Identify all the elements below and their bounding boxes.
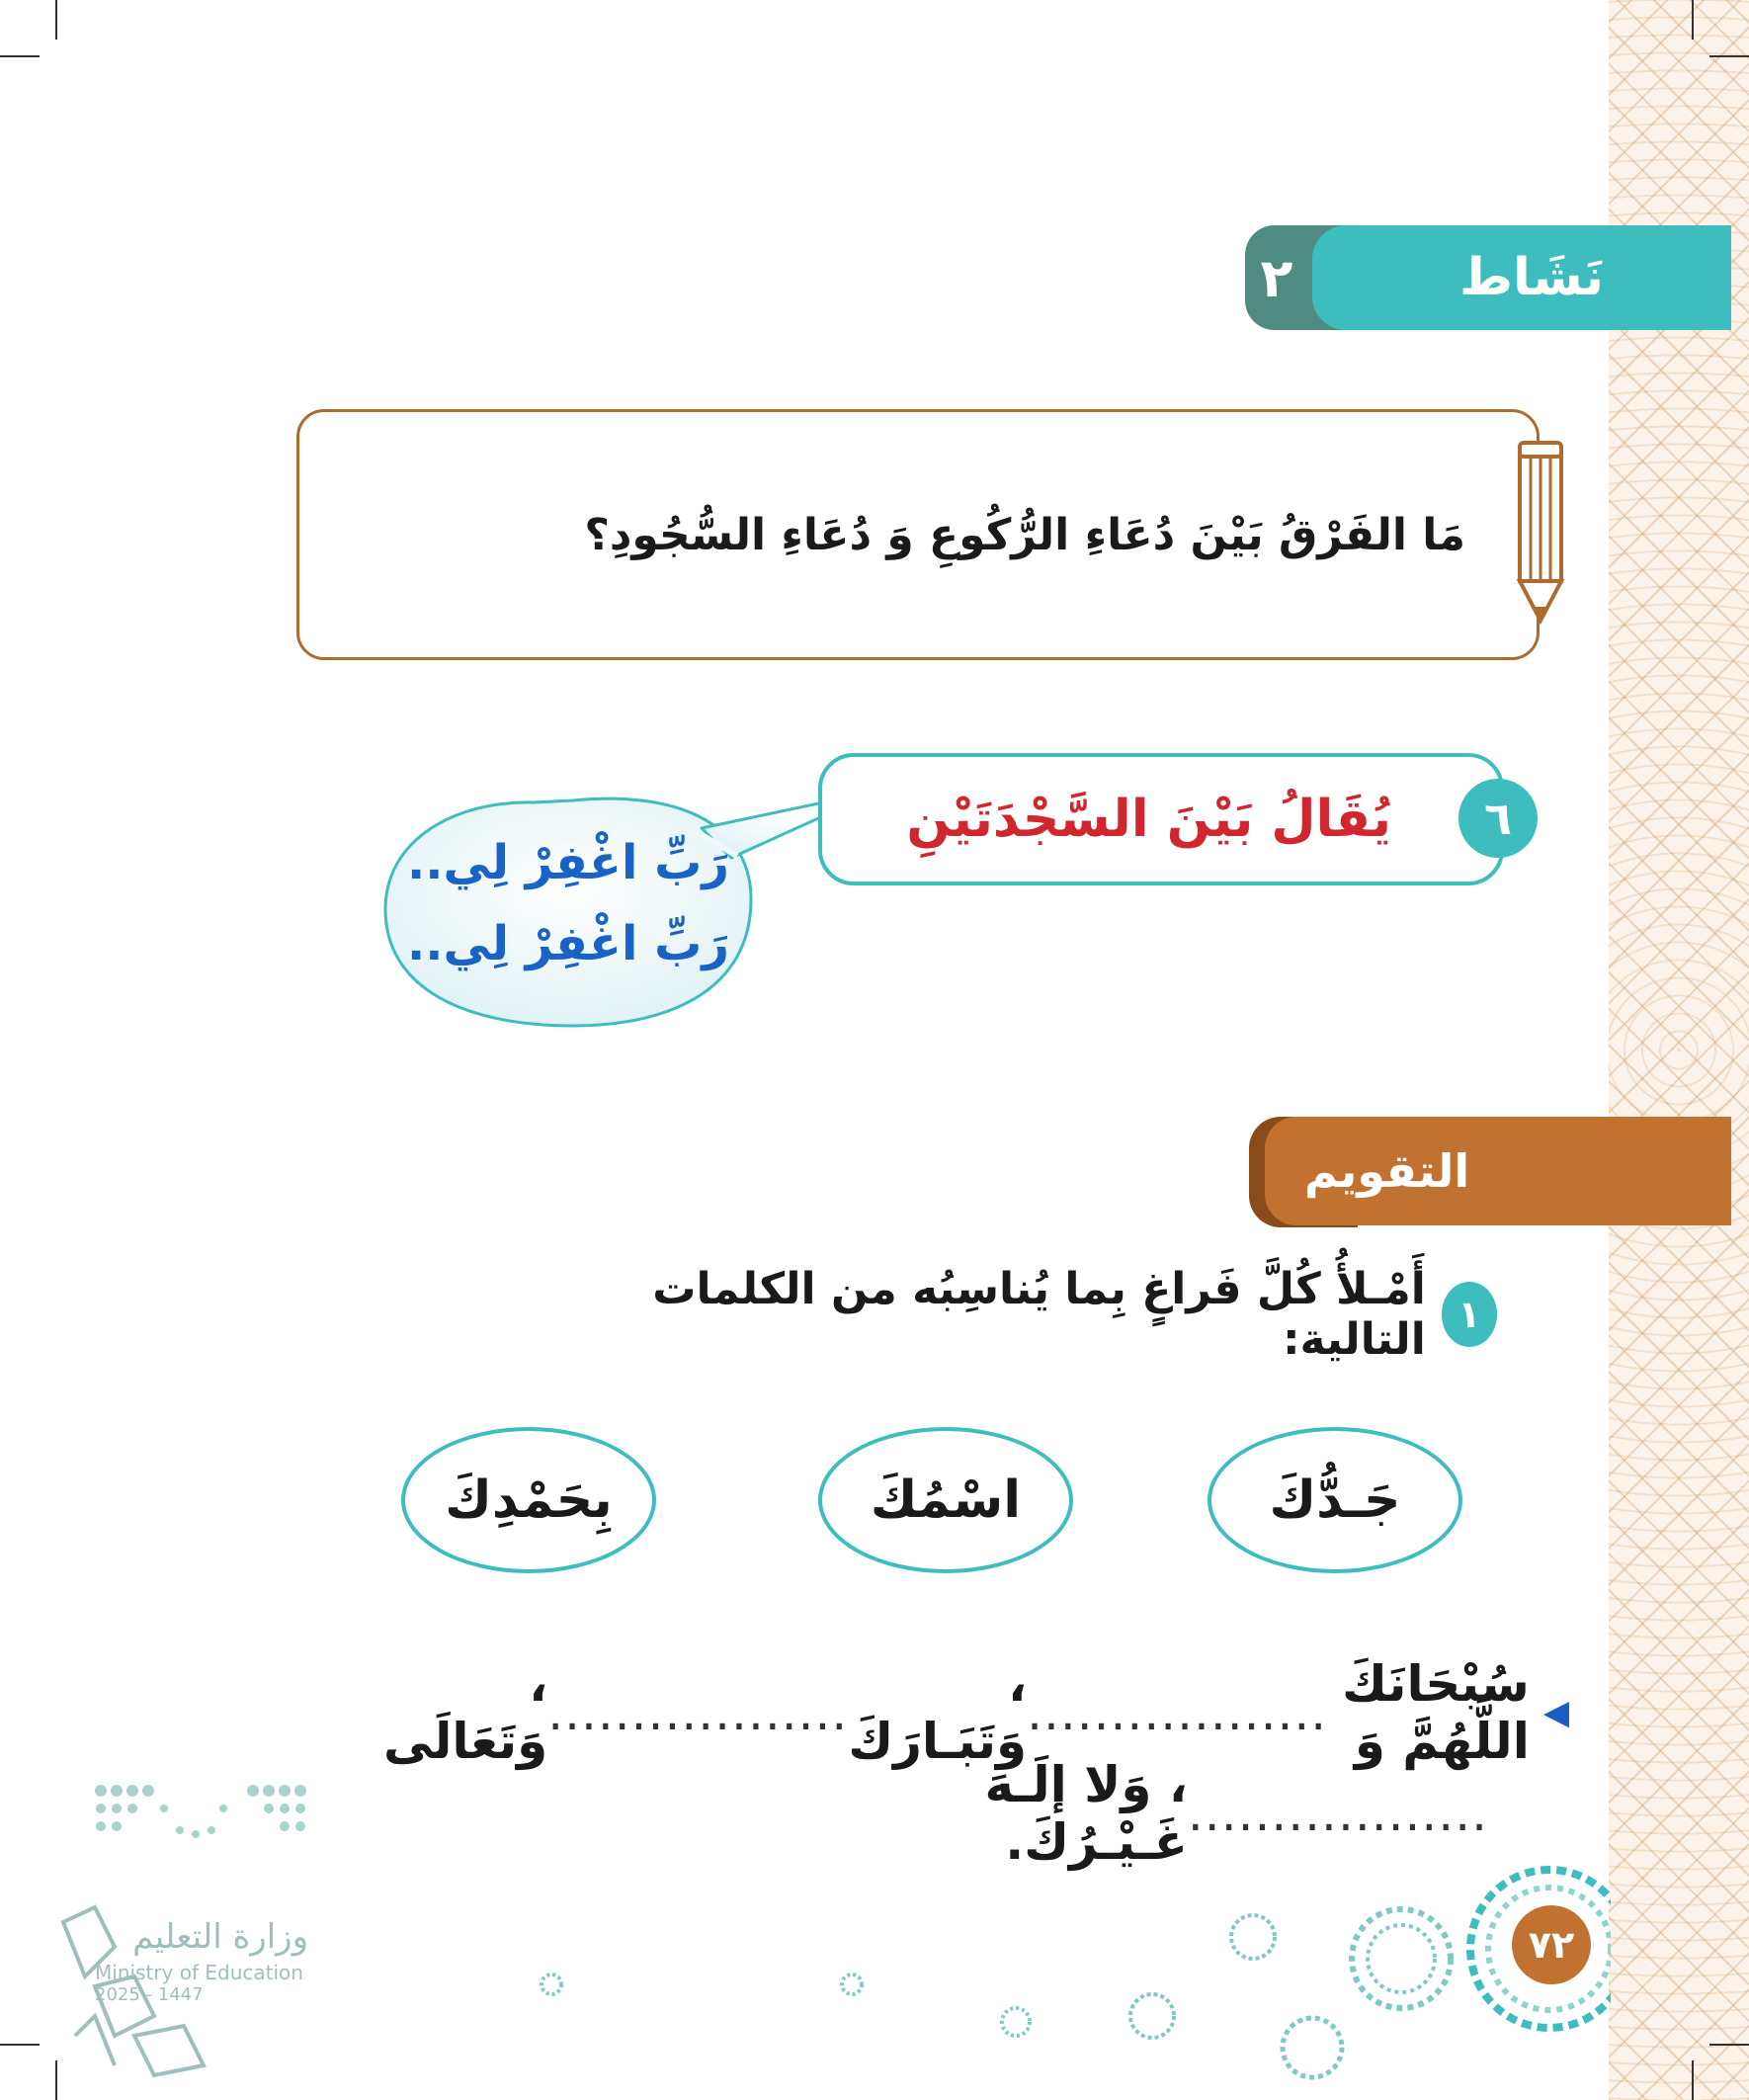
question-box xyxy=(296,409,1540,660)
ministry-name-ar: وزارة التعليم xyxy=(132,1917,308,1957)
word-option[interactable]: بِحَمْدِكَ xyxy=(401,1427,656,1573)
crop-mark xyxy=(55,0,57,40)
crop-mark xyxy=(1692,0,1694,40)
fill-sentence-line1 xyxy=(383,1655,1569,1770)
bubble-text xyxy=(405,822,731,984)
instruction-row xyxy=(632,1264,1497,1365)
crop-mark xyxy=(0,55,40,57)
crop-mark xyxy=(1709,55,1749,57)
page-number: ٧٢ xyxy=(1512,1905,1591,1984)
word-option[interactable]: اسْمُكَ xyxy=(818,1427,1073,1573)
ministry-name-en: Ministry of Education xyxy=(95,1961,303,1984)
crop-mark xyxy=(1692,2060,1694,2100)
lesson-title: يُقَالُ بَيْنَ السَّجْدَتَيْنِ xyxy=(906,790,1391,849)
activity-number: ٢ xyxy=(1260,246,1293,309)
crop-mark xyxy=(0,2044,40,2046)
crop-mark xyxy=(1709,2044,1749,2046)
fill-sentence-line2 xyxy=(889,1756,1488,1871)
triangle-bullet-icon: ◀ xyxy=(1542,1693,1569,1732)
blank-field[interactable]: .................. xyxy=(547,1684,849,1741)
word-option[interactable]: جَـدُّكَ xyxy=(1208,1427,1462,1573)
sentence-part: سُبْحَانَكَ اللَّهُمَّ وَ xyxy=(1342,1655,1530,1770)
evaluation-header xyxy=(1265,1117,1731,1225)
pencil-icon xyxy=(1514,439,1567,627)
instruction-text: أَمْـلأُ كُلَّ فَراغٍ بِما يُناسِبُه من الكلمات التالية: xyxy=(652,1264,1426,1365)
decorative-rosettes xyxy=(296,1858,1611,2100)
bubble-line: رَبِّ اغْفِرْ لِي.. xyxy=(407,835,729,890)
activity-title: نَشَاط xyxy=(1459,248,1604,307)
blank-field[interactable]: .................. xyxy=(1187,1785,1488,1842)
blank-field[interactable]: .................. xyxy=(1027,1684,1328,1741)
activity-header xyxy=(1312,225,1731,330)
evaluation-title: التقويم xyxy=(1304,1144,1470,1198)
item-number-badge: ١ xyxy=(1442,1282,1497,1347)
sentence-part: ، وَتَبَـارَكَ xyxy=(848,1655,1028,1770)
bubble-line: رَبِّ اغْفِرْ لِي.. xyxy=(407,916,729,971)
sentence-part: ، وَتَعَالَى xyxy=(383,1655,548,1770)
sentence-part: ، وَلا إلَـهَ غَـيْـرُكَ. xyxy=(984,1756,1188,1871)
question-text: مَا الفَرْقُ بَيْنَ دُعَاءِ الرُّكُوعِ وَ دُعَاءِ السُّجُودِ؟ xyxy=(584,509,1465,560)
lesson-number-badge: ٦ xyxy=(1458,779,1538,858)
ministry-year: 2025 - 1447 xyxy=(95,1984,204,2005)
lesson-box xyxy=(818,753,1504,885)
